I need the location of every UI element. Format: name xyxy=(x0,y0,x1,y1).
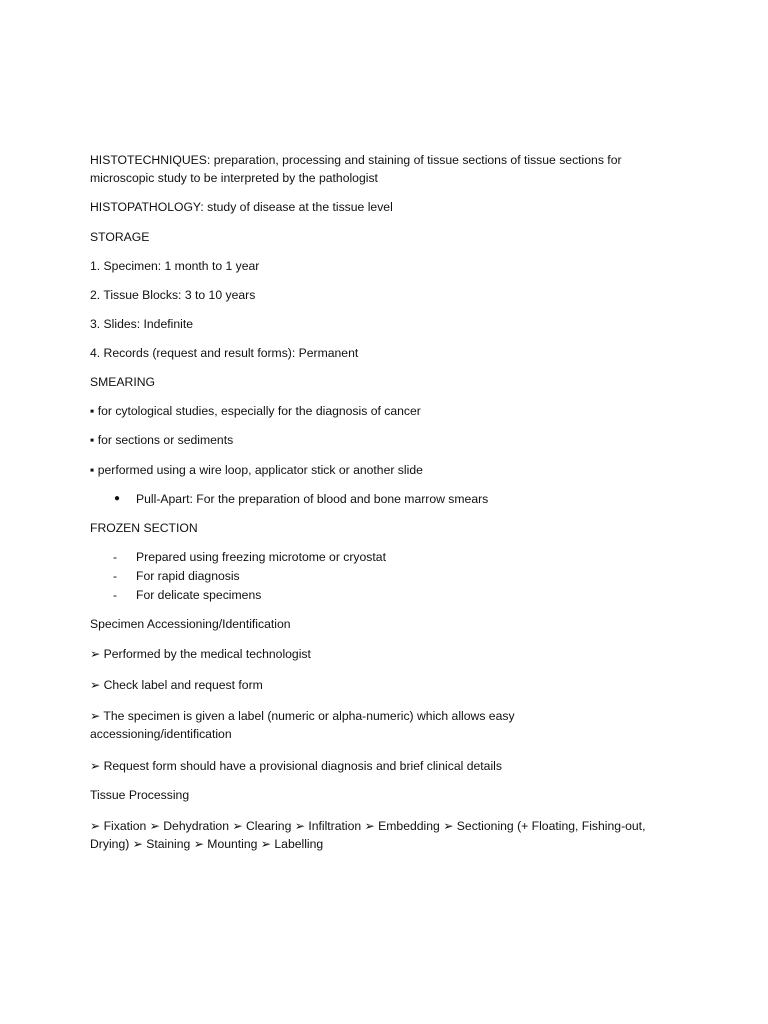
dash-icon: - xyxy=(113,588,118,602)
storage-heading: STORAGE xyxy=(90,230,150,244)
smearing-item: ▪ for cytological studies, especially for the diagnosis of cancer xyxy=(90,404,421,418)
tissue-processing-heading: Tissue Processing xyxy=(90,788,190,802)
frozen-section-item: For rapid diagnosis xyxy=(136,569,240,583)
smearing-item: ▪ for sections or sediments xyxy=(90,433,234,447)
frozen-section-heading: FROZEN SECTION xyxy=(90,521,198,535)
tissue-processing-steps: ➢ Fixation ➢ Dehydration ➢ Clearing ➢ Infiltration ➢ Embedding ➢ Sectioning (+ Floating, Fishing-out, Drying) ➢ Staining ➢ Mounting ➢ Labelling xyxy=(90,819,646,851)
storage-item: 2. Tissue Blocks: 3 to 10 years xyxy=(90,288,256,302)
accessioning-item: ➢ Request form should have a provisional diagnosis and brief clinical details xyxy=(90,759,502,773)
histopathology-definition: HISTOPATHOLOGY: study of disease at the tissue level xyxy=(90,200,393,214)
smearing-heading: SMEARING xyxy=(90,375,156,389)
histotechniques-definition: HISTOTECHNIQUES: preparation, processing and staining of tissue sections of tissue sections for microscopic study to be interpreted by the pathologist xyxy=(90,153,622,185)
smearing-sub-item: Pull-Apart: For the preparation of blood and bone marrow smears xyxy=(136,492,489,506)
bullet-icon: ● xyxy=(114,493,121,504)
frozen-section-item: Prepared using freezing microtome or cryostat xyxy=(136,550,386,564)
accessioning-item: ➢ Performed by the medical technologist xyxy=(90,647,311,661)
accessioning-item: ➢ The specimen is given a label (numeric or alpha-numeric) which allows easy accessioning/identification xyxy=(90,709,515,741)
accessioning-item: ➢ Check label and request form xyxy=(90,678,263,692)
frozen-section-item: For delicate specimens xyxy=(136,588,262,602)
storage-item: 4. Records (request and result forms): Permanent xyxy=(90,346,359,360)
storage-item: 3. Slides: Indefinite xyxy=(90,317,193,331)
storage-item: 1. Specimen: 1 month to 1 year xyxy=(90,259,260,273)
accessioning-heading: Specimen Accessioning/Identification xyxy=(90,617,291,631)
dash-icon: - xyxy=(113,550,118,564)
dash-icon: - xyxy=(113,569,118,583)
smearing-item: ▪ performed using a wire loop, applicator stick or another slide xyxy=(90,463,423,477)
